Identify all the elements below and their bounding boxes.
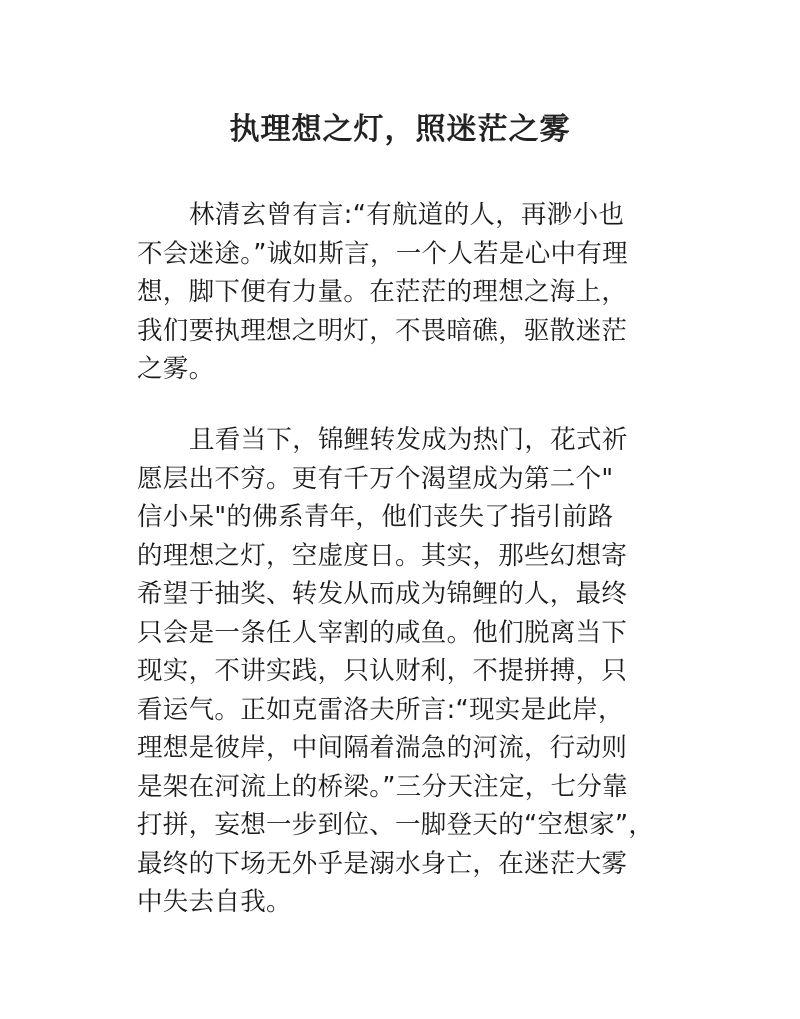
paragraph-2 xyxy=(137,421,677,922)
text-line: 最终的下场无外乎是溺水身亡，在迷茫大雾 xyxy=(137,848,628,879)
text-line: 希望于抽奖、转发从而成为锦鲤的人，最终 xyxy=(137,579,628,609)
text-line: 想，脚下便有力量。在茫茫的理想之海上， xyxy=(137,277,628,307)
document-title: 执理想之灯，照迷茫之雾 xyxy=(229,112,571,147)
text-line: 现实，不讲实践，只认财利，不提拼搏，只 xyxy=(137,656,628,686)
text-line: 只会是一条任人宰割的咸鱼。他们脱离当下 xyxy=(137,617,628,648)
text-line: 打拼，妄想一步到位、一脚登天的“空想家”， xyxy=(137,810,655,840)
text-line: 中失去自我。 xyxy=(137,887,292,917)
text-line: 愿层出不穷。更有千万个渴望成为第二个" xyxy=(137,463,614,494)
text-line: 之雾。 xyxy=(137,354,215,384)
text-line: 不会迷途。”诚如斯言，一个人若是心中有理 xyxy=(137,238,628,269)
paragraph-1 xyxy=(137,196,677,389)
text-line: 理想是彼岸，中间隔着湍急的河流，行动则 xyxy=(137,733,628,763)
text-line: 且看当下，锦鲤转发成为热门，花式祈 xyxy=(189,425,628,455)
text-line: 是架在河流上的桥梁。”三分天注定，七分靠 xyxy=(137,771,628,802)
text-line: 信小呆"的佛系青年，他们丧失了指引前路 xyxy=(137,502,614,532)
text-line: 我们要执理想之明灯，不畏暗礁，驱散迷茫 xyxy=(137,315,628,346)
text-line: 看运气。正如克雷洛夫所言:“现实是此岸， xyxy=(137,694,624,725)
text-line: 的理想之灯，空虚度日。其实，那些幻想寄 xyxy=(137,540,628,571)
text-line: 林清玄曾有言:“有航道的人，再渺小也 xyxy=(189,200,625,230)
